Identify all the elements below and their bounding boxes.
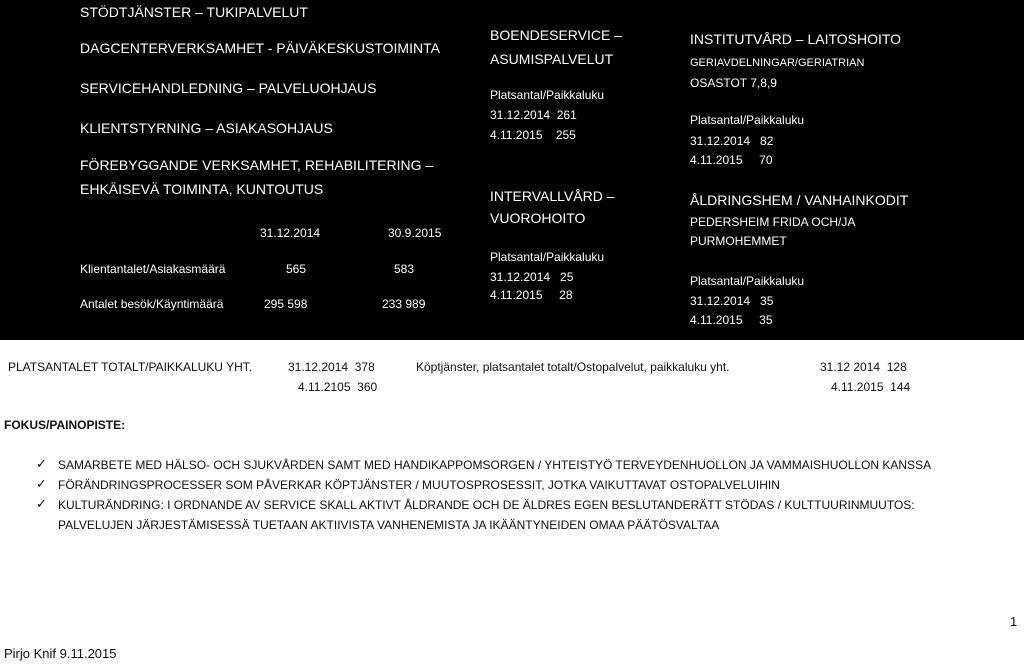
- capacity-row: 31.12.2014 82: [690, 134, 774, 148]
- aldringshem-title: ÅLDRINGSHEM / VANHAINKODIT: [690, 192, 909, 208]
- focus-title: FOKUS/PAINOPISTE:: [4, 418, 126, 432]
- row-value: 233 989: [382, 297, 426, 311]
- capacity-row: 31.12.2014 35: [690, 294, 774, 308]
- left-header: STÖDTJÄNSTER – TUKIPALVELUT: [80, 4, 308, 20]
- institutvard-title: INSTITUTVÅRD – LAITOSHOITO: [690, 31, 902, 47]
- capacity-row: 31.12.2014 261: [490, 108, 577, 122]
- purchased-services-label: Köptjänster, platsantalet totalt/Ostopalvelut, paikkaluku yht.: [416, 360, 730, 374]
- date-column-1: 31.12.2014: [260, 226, 321, 240]
- capacity-label: Platsantal/Paikkaluku: [690, 274, 805, 288]
- purchased-services-value: 4.11.2015 144: [831, 380, 911, 394]
- intervallvard-subtitle: VUOROHOITO: [490, 210, 586, 226]
- institutvard-subtitle: OSASTOT 7,8,9: [690, 76, 777, 90]
- row-value: 583: [394, 262, 415, 276]
- row-value: 295 598: [264, 297, 308, 311]
- totals-value: 4.11.2105 360: [298, 380, 378, 394]
- left-item: SERVICEHANDLEDNING – PALVELUOHJAUS: [80, 80, 377, 96]
- row-label: Klientantalet/Asiakasmäärä: [80, 262, 226, 276]
- intervallvard-title: INTERVALLVÅRD –: [490, 188, 615, 204]
- checkmark-icon: ✓: [36, 476, 47, 491]
- page-number: 1: [1010, 614, 1018, 629]
- capacity-label: Platsantal/Paikkaluku: [690, 113, 805, 127]
- left-item: FÖREBYGGANDE VERKSAMHET, REHABILITERING –: [80, 157, 434, 173]
- capacity-label: Platsantal/Paikkaluku: [490, 250, 605, 264]
- row-label: Antalet besök/Käyntimäärä: [80, 297, 224, 311]
- boendeservice-title: BOENDESERVICE –: [490, 27, 623, 43]
- aldringshem-subtitle: PEDERSHEIM FRIDA OCH/JA: [690, 215, 856, 229]
- focus-item: FÖRÄNDRINGSPROCESSER SOM PÅVERKAR KÖPTJÄNSTER / MUUTOSPROSESSIT, JOTKA VAIKUTTAVAT OSTOPALVELUIHIN: [58, 478, 780, 492]
- capacity-row: 4.11.2015 70: [690, 153, 773, 167]
- focus-item-continued: PALVELUJEN JÄRJESTÄMISESSÄ TUETAAN AKTIIVISTA VANHENEMISTA JA IKÄÄNTYNEIDEN OMAA PÄÄTÖSVALTAA: [58, 518, 720, 532]
- purchased-services-value: 31.12 2014 128: [820, 360, 907, 374]
- aldringshem-subtitle: PURMOHEMMET: [690, 234, 787, 248]
- capacity-row: 4.11.2015 35: [690, 313, 773, 327]
- row-value: 565: [286, 262, 307, 276]
- capacity-row: 4.11.2015 28: [490, 288, 573, 302]
- totals-label: PLATSANTALET TOTALT/PAIKKALUKU YHT.: [8, 360, 253, 374]
- capacity-row: 31.12.2014 25: [490, 270, 574, 284]
- checkmark-icon: ✓: [36, 456, 47, 471]
- date-column-2: 30.9.2015: [388, 226, 442, 240]
- checkmark-icon: ✓: [36, 496, 47, 511]
- focus-item: KULTURÄNDRING: I ORDNANDE AV SERVICE SKALL AKTIVT ÅLDRANDE OCH DE ÄLDRES EGEN BESLUTANDERÄTT STÖDAS / KULTTUURINMUUTOS:: [58, 498, 915, 512]
- left-item: DAGCENTERVERKSAMHET - PÄIVÄKESKUSTOIMINTA: [80, 40, 440, 56]
- focus-item: SAMARBETE MED HÄLSO- OCH SJUKVÅRDEN SAMT MED HANDIKAPPOMSORGEN / YHTEISTYÖ TERVEYDENHUOLLON JA VAMMAISHUOLLON KANSSA: [58, 458, 932, 472]
- institutvard-subtitle: GERIAVDELNINGAR/GERIATRIAN: [690, 57, 865, 69]
- capacity-label: Platsantal/Paikkaluku: [490, 88, 605, 102]
- boendeservice-subtitle: ASUMISPALVELUT: [490, 51, 614, 67]
- capacity-row: 4.11.2015 255: [490, 128, 576, 142]
- author-date: Pirjo Knif 9.11.2015: [4, 646, 117, 661]
- totals-value: 31.12.2014 378: [288, 360, 375, 374]
- left-item: KLIENTSTYRNING – ASIAKASOHJAUS: [80, 120, 333, 136]
- left-item: EHKÄISEVÄ TOIMINTA, KUNTOUTUS: [80, 181, 324, 197]
